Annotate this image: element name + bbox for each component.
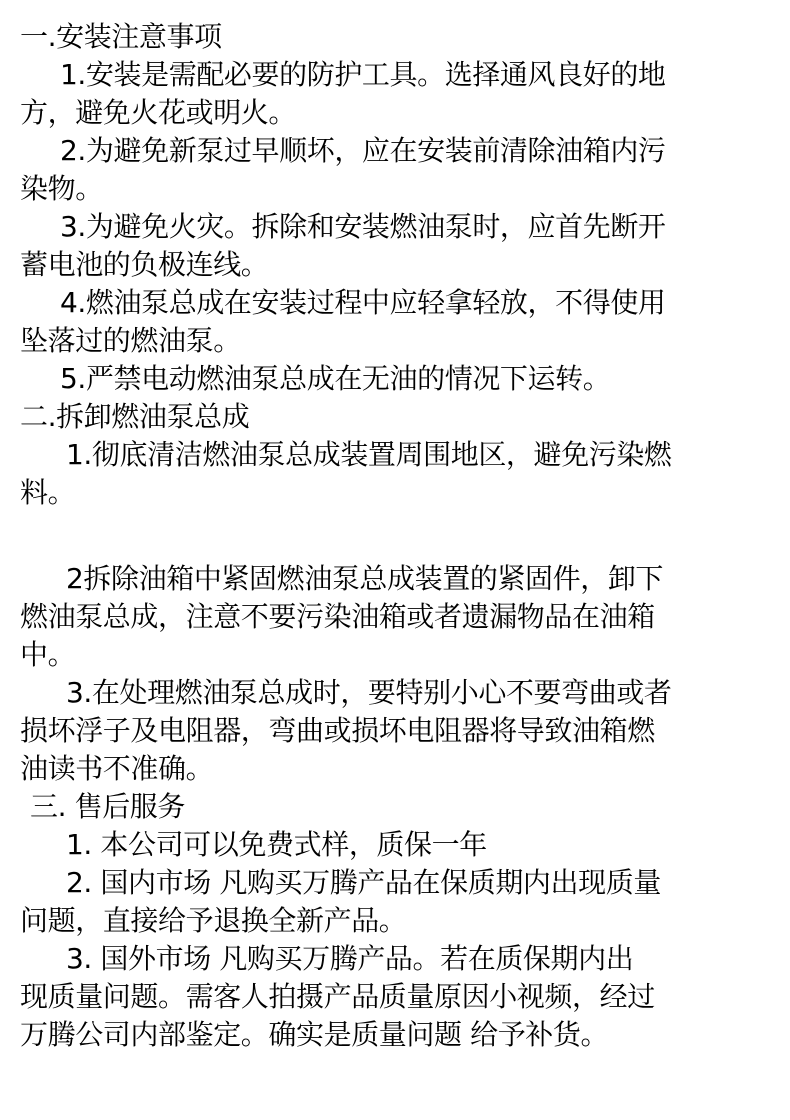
paragraph-line: 现质量问题。需客人拍摄产品质量原因小视频，经过	[20, 980, 655, 1013]
paragraph-line: 中。	[20, 638, 76, 671]
paragraph-line: 3. 国外市场 凡购买万腾产品。若在质保期内出	[66, 942, 634, 975]
removal-step-2	[20, 560, 772, 674]
paragraph-line: 5.严禁电动燃油泵总成在无油的情况下运转。	[60, 362, 611, 395]
paragraph-line: 染物。	[20, 172, 103, 205]
removal-step-3	[20, 674, 772, 788]
removal-step-1	[20, 436, 772, 512]
after-sales-item-1	[20, 826, 772, 864]
paragraph-line: 3.在处理燃油泵总成时，要特别小心不要弯曲或者	[66, 676, 672, 709]
document-body	[20, 18, 772, 1054]
paragraph-line: 问题，直接给予退换全新产品。	[20, 904, 407, 937]
after-sales-item-2	[20, 864, 772, 940]
blank-line	[20, 512, 772, 550]
section-heading-after-sales: 三. 售后服务	[30, 790, 186, 823]
blank-spacer	[20, 550, 772, 560]
paragraph-line: 1.安装是需配必要的防护工具。选择通风良好的地	[60, 58, 666, 91]
paragraph-line: 2. 国内市场 凡购买万腾产品在保质期内出现质量	[66, 866, 661, 899]
paragraph-line: 燃油泵总成，注意不要污染油箱或者遗漏物品在油箱	[20, 600, 655, 633]
paragraph-line: 1. 本公司可以免费式样，质保一年	[66, 828, 487, 861]
paragraph-line: 4.燃油泵总成在安装过程中应轻拿轻放，不得使用	[60, 286, 666, 319]
paragraph-line: 料。	[20, 476, 76, 509]
installation-note-3	[20, 208, 772, 284]
section-heading-removal: 二.拆卸燃油泵总成	[20, 400, 250, 433]
installation-note-2	[20, 132, 772, 208]
installation-note-1	[20, 56, 772, 132]
installation-note-5	[20, 360, 772, 398]
paragraph-line: 坠落过的燃油泵。	[20, 324, 241, 357]
paragraph-line: 损坏浮子及电阻器，弯曲或损坏电阻器将导致油箱燃	[20, 714, 655, 747]
paragraph-line: 方，避免火花或明火。	[20, 96, 297, 129]
paragraph-line: 3.为避免火灾。拆除和安装燃油泵时，应首先断开	[60, 210, 666, 243]
after-sales-item-3	[20, 940, 772, 1054]
installation-note-4	[20, 284, 772, 360]
paragraph-line: 2.为避免新泵过早顺坏，应在安装前清除油箱内污	[60, 134, 666, 167]
paragraph-line: 蓄电池的负极连线。	[20, 248, 269, 281]
section-heading-installation: 一.安装注意事项	[20, 20, 222, 53]
paragraph-line: 1.彻底清洁燃油泵总成装置周围地区，避免污染燃	[66, 438, 672, 471]
paragraph-line: 2拆除油箱中紧固燃油泵总成装置的紧固件，卸下	[66, 562, 664, 595]
paragraph-line: 万腾公司内部鉴定。确实是质量问题 给予补货。	[20, 1018, 609, 1051]
paragraph-line: 油读书不准确。	[20, 752, 214, 785]
